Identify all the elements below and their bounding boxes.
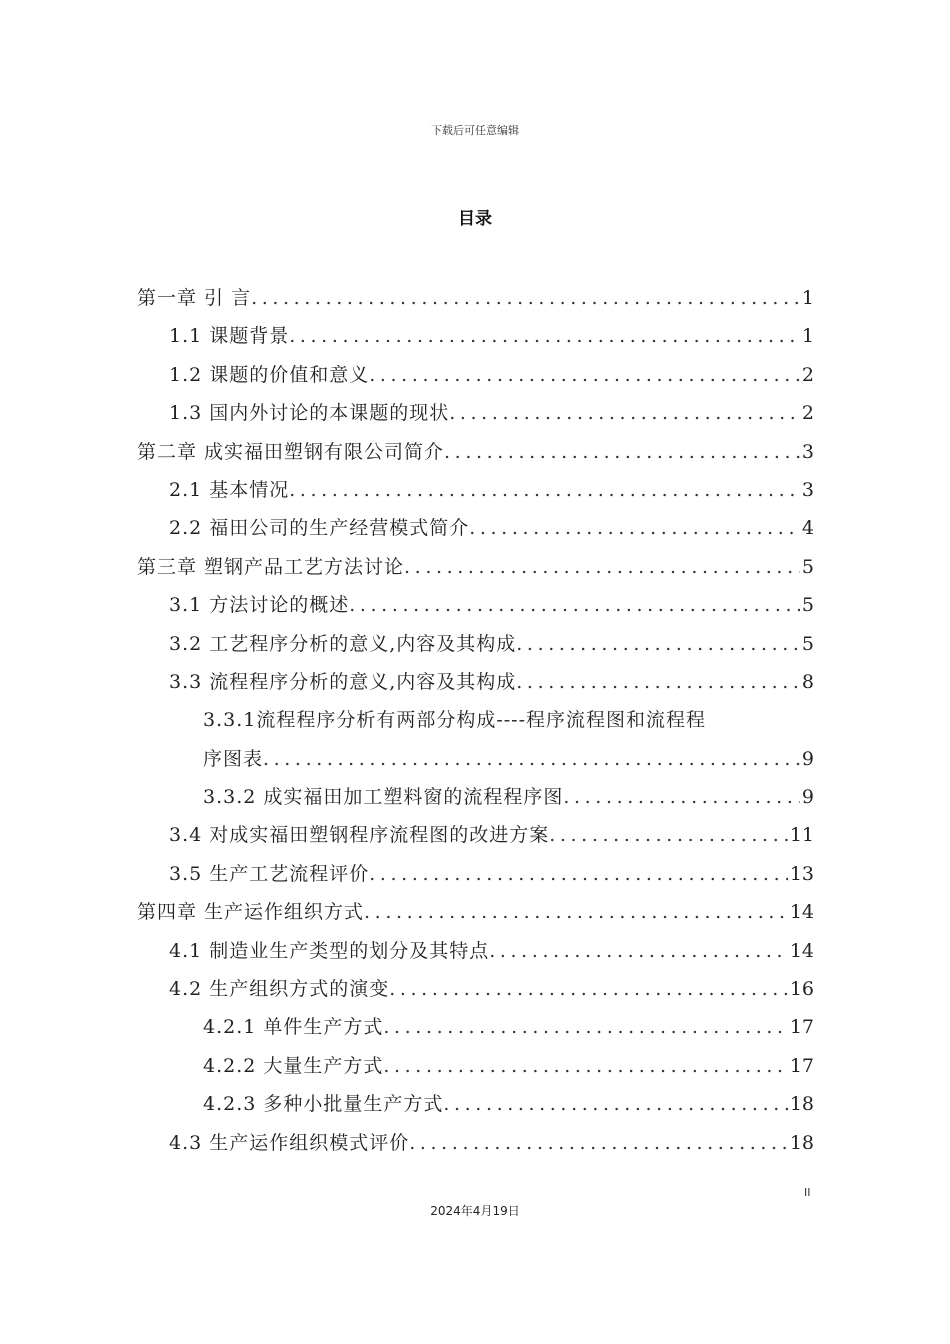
toc-entry[interactable] (137, 625, 814, 663)
toc-entry-label: 第四章 生产运作组织方式 (137, 901, 365, 924)
toc-leader (563, 778, 800, 816)
toc-entry-label-line1: 3.3.1流程程序分析有两部分构成----程序流程图和流程程 (203, 709, 707, 732)
toc-leader (409, 1124, 788, 1162)
toc-entry-label: 3.3.2 成实福田加工塑料窗的流程程序图 (203, 786, 564, 809)
toc-entry[interactable] (137, 509, 814, 547)
toc-entry-page: 16 (789, 978, 814, 1001)
toc-entry-page: 9 (801, 786, 814, 809)
toc-entry-label: 1.1 课题背景 (169, 325, 290, 348)
toc-entry-page: 5 (801, 632, 814, 655)
toc-entry[interactable] (137, 356, 814, 394)
footer-date: 2024年4月19日 (430, 1204, 520, 1218)
table-of-contents (137, 279, 814, 1162)
toc-leader (449, 394, 800, 432)
toc-entry-label: 4.2.3 多种小批量生产方式 (203, 1093, 444, 1116)
toc-entry-page: 3 (801, 478, 814, 501)
toc-entry-wrapped-line[interactable] (137, 701, 814, 739)
toc-entry-label: 第一章 引 言 (137, 287, 252, 309)
toc-entry[interactable] (137, 663, 814, 701)
toc-entry-page: 2 (801, 402, 814, 425)
toc-entry[interactable] (137, 1085, 814, 1123)
toc-leader (349, 586, 800, 624)
toc-entry-label: 3.1 方法讨论的概述 (169, 594, 350, 617)
toc-leader (516, 625, 800, 663)
toc-entry-page: 17 (789, 1016, 814, 1039)
toc-entry[interactable] (137, 1124, 814, 1162)
toc-entry-label: 3.5 生产工艺流程评价 (169, 862, 370, 885)
toc-entry-page: 8 (801, 670, 814, 693)
toc-entry[interactable] (137, 932, 814, 970)
toc-entry[interactable] (137, 433, 814, 471)
toc-entry-label: 3.2 工艺程序分析的意义,内容及其构成 (169, 632, 517, 655)
toc-entry-page: 11 (789, 824, 814, 847)
toc-leader (383, 1047, 787, 1085)
toc-leader (404, 548, 800, 586)
header-note: 下载后可任意编辑 (431, 124, 519, 137)
toc-entry-page: 4 (801, 517, 814, 540)
toc-entry-label: 2.1 基本情况 (169, 478, 290, 501)
toc-leader (444, 433, 800, 471)
toc-entry-page: 18 (789, 1093, 814, 1116)
toc-entry-label: 3.3 流程程序分析的意义,内容及其构成 (169, 670, 517, 693)
toc-entry-page: 14 (789, 901, 814, 924)
toc-entry[interactable] (137, 1008, 814, 1046)
toc-entry[interactable] (137, 317, 814, 355)
toc-entry[interactable] (137, 893, 814, 931)
toc-entry-label: 4.2 生产组织方式的演变 (169, 978, 390, 1001)
toc-entry-page: 18 (789, 1131, 814, 1154)
toc-entry-label: 第三章 塑钢产品工艺方法讨论 (137, 555, 405, 578)
toc-leader (263, 740, 800, 778)
toc-leader (364, 893, 788, 931)
toc-entry[interactable] (137, 740, 814, 778)
toc-entry-label: 4.2.2 大量生产方式 (203, 1054, 384, 1077)
toc-entry-page: 5 (801, 555, 814, 578)
toc-entry[interactable] (137, 586, 814, 624)
toc-entry-page: 13 (789, 862, 814, 885)
toc-leader (289, 317, 800, 355)
toc-entry[interactable] (137, 816, 814, 854)
toc-entry-label: 4.3 生产运作组织模式评价 (169, 1131, 410, 1154)
toc-entry[interactable] (137, 279, 814, 317)
toc-leader (549, 816, 788, 854)
toc-leader (389, 970, 788, 1008)
toc-entry[interactable] (137, 855, 814, 893)
toc-entry-page: 17 (789, 1054, 814, 1077)
toc-entry[interactable] (137, 394, 814, 432)
toc-entry-label: 4.1 制造业生产类型的划分及其特点 (169, 939, 490, 962)
toc-entry-page: 3 (801, 440, 814, 463)
toc-entry-label: 2.2 福田公司的生产经营模式简介 (169, 517, 470, 540)
toc-entry-page: 1 (801, 325, 814, 348)
toc-entry-label: 序图表 (203, 747, 264, 770)
toc-entry-page: 5 (801, 594, 814, 617)
toc-leader (251, 279, 800, 317)
toc-entry[interactable] (137, 778, 814, 816)
toc-entry-label: 1.3 国内外讨论的本课题的现状 (169, 402, 450, 425)
toc-entry-page: 14 (789, 939, 814, 962)
page-number: II (804, 1186, 811, 1199)
toc-leader (369, 855, 788, 893)
toc-leader (443, 1085, 787, 1123)
toc-title: 目录 (458, 209, 492, 229)
toc-entry-page: 9 (801, 747, 814, 770)
toc-entry[interactable] (137, 970, 814, 1008)
toc-entry[interactable] (137, 471, 814, 509)
toc-leader (516, 663, 800, 701)
toc-entry-label: 3.4 对成实福田塑钢程序流程图的改进方案 (169, 824, 550, 847)
toc-entry-label: 第二章 成实福田塑钢有限公司简介 (137, 440, 445, 463)
toc-entry-label: 1.2 课题的价值和意义 (169, 363, 370, 386)
toc-leader (369, 356, 800, 394)
toc-leader (469, 509, 800, 547)
toc-entry[interactable] (137, 548, 814, 586)
toc-entry-label: 4.2.1 单件生产方式 (203, 1016, 384, 1039)
toc-entry-page: 1 (801, 287, 814, 309)
toc-entry-page: 2 (801, 363, 814, 386)
toc-leader (289, 471, 800, 509)
toc-leader (383, 1008, 787, 1046)
toc-leader (489, 932, 788, 970)
toc-entry[interactable] (137, 1047, 814, 1085)
